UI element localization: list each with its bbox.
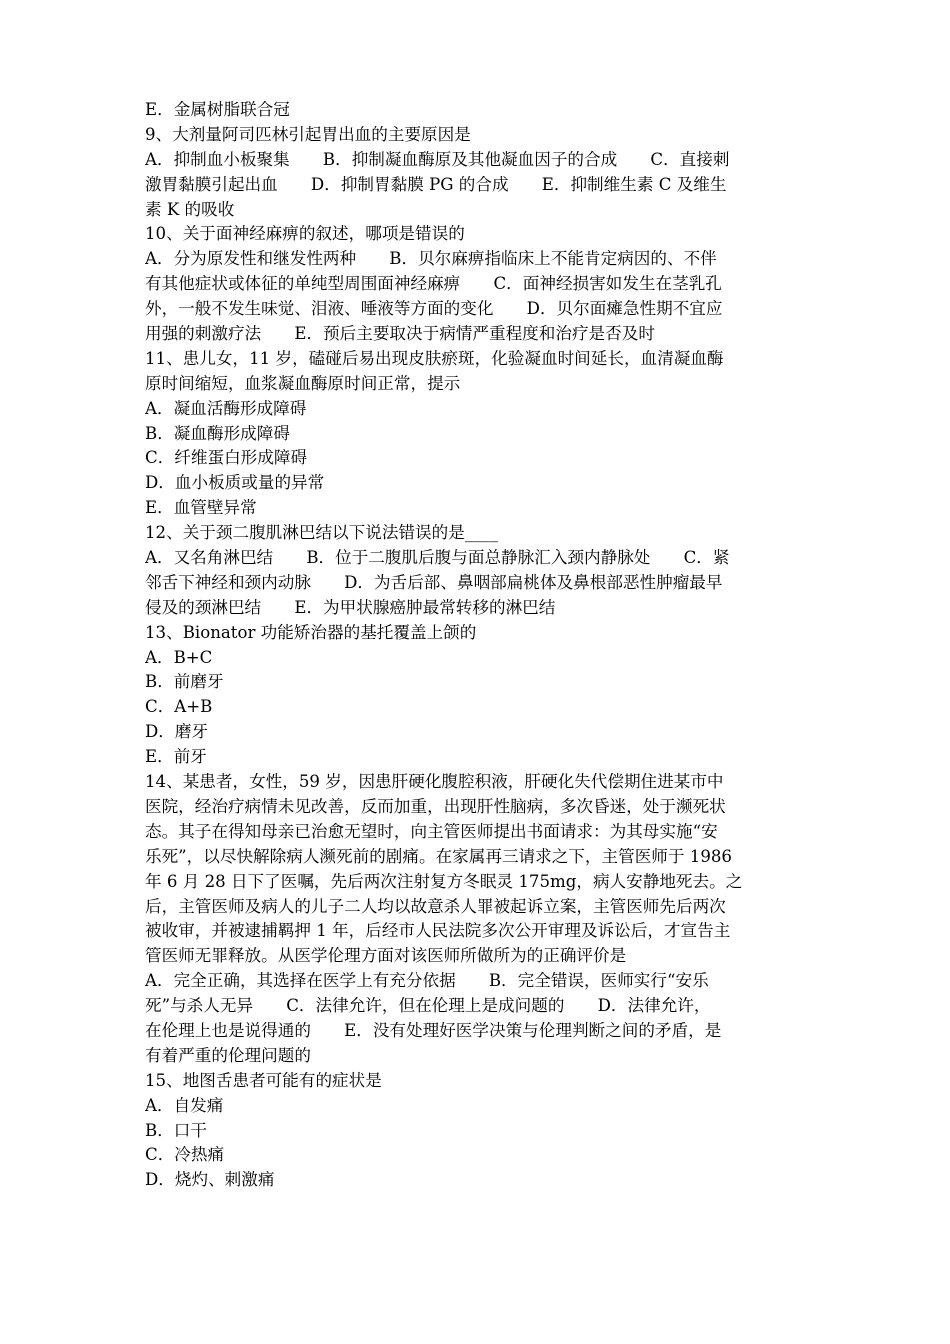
document-body [145, 98, 813, 1193]
question-15: 15、地图舌患者可能有的症状是 [145, 1070, 382, 1090]
option-line: B．凝血酶形成障碍 [145, 423, 290, 443]
question-13: 13、Bionator 功能矫治器的基托覆盖上颌的 [145, 622, 477, 642]
text-line: 邻舌下神经和颈内动脉 D．为舌后部、鼻咽部扁桃体及鼻根部恶性肿瘤最早 [145, 572, 723, 592]
text-line: 在伦理上也是说得通的 E．没有处理好医学决策与伦理判断之间的矛盾，是 [145, 1020, 722, 1040]
text-line: 有其他症状或体征的单纯型周围面神经麻痹 C．面神经损害如发生在茎乳孔 [145, 274, 722, 294]
option-line: A．凝血活酶形成障碍 [145, 398, 307, 418]
text-line: 年 6 月 28 日下了医嘱，先后两次注射复方冬眠灵 175mg，病人安静地死去。之 [145, 871, 743, 891]
text-line: 外，一般不发生味觉、泪液、唾液等方面的变化 D．贝尔面瘫急性期不宜应 [145, 299, 723, 319]
text-line: 乐死”，以尽快解除病人濒死前的剧痛。在家属再三请求之下，主管医师于 1986 [145, 846, 732, 866]
text-line: 有着严重的伦理问题的 [145, 1045, 311, 1065]
text-line: 激胃黏膜引起出血 D．抑制胃黏膜 PG 的合成 E．抑制维生素 C 及维生 [145, 174, 727, 194]
option-line: D．血小板质或量的异常 [145, 473, 325, 493]
option-line: E．血管壁异常 [145, 498, 257, 518]
text-line: E．金属树脂联合冠 [145, 100, 290, 119]
text-line: 原时间缩短，血浆凝血酶原时间正常，提示 [145, 373, 461, 393]
option-line: A．自发痛 [145, 1095, 224, 1115]
text-line: 死”与杀人无异 C．法律允许，但在伦理上是成问题的 D．法律允许， [145, 996, 711, 1016]
option-line: D．磨牙 [145, 722, 209, 742]
question-10: 10、关于面神经麻痹的叙述，哪项是错误的 [145, 224, 465, 244]
option-line: B．口干 [145, 1120, 207, 1140]
option-line: C．冷热痛 [145, 1145, 225, 1165]
text-line: A．完全正确，其选择在医学上有充分依据 B．完全错误，医师实行“安乐 [145, 971, 709, 991]
text-line: 被收审，并被逮捕羁押 1 年，后经市人民法院多次公开审理及诉讼后，才宣告主 [145, 921, 731, 941]
question-14: 14、某患者，女性，59 岁，因患肝硬化腹腔积液，肝硬化失代偿期住进某市中 [145, 772, 724, 792]
text-line: 后，主管医师及病人的儿子二人均以故意杀人罪被起诉立案，主管医师先后两次 [145, 896, 726, 916]
text-line: 医院，经治疗病情未见改善，反而加重，出现肝性脑病，多次昏迷，处于濒死状 [145, 796, 726, 816]
question-11: 11、患儿女，11 岁，磕碰后易出现皮肤瘀斑，化验凝血时间延长，血清凝血酶 [145, 348, 724, 368]
option-line: A．B+C [145, 647, 213, 667]
text-line: A．抑制血小板聚集 B．抑制凝血酶原及其他凝血因子的合成 C．直接刺 [145, 149, 730, 169]
text-line: 侵及的颈淋巴结 E．为甲状腺癌肿最常转移的淋巴结 [145, 597, 556, 617]
text-line: 态。其子在得知母亲已治愈无望时，向主管医师提出书面请求：为其母实施“安 [145, 821, 718, 841]
option-line: C．纤维蛋白形成障碍 [145, 448, 308, 468]
question-9: 9、大剂量阿司匹林引起胃出血的主要原因是 [145, 124, 471, 144]
text-line: A．又名角淋巴结 B．位于二腹肌后腹与面总静脉汇入颈内静脉处 C．紧 [145, 548, 730, 568]
text-line: 管医师无罪释放。从医学伦理方面对该医师所做所为的正确评价是 [145, 946, 627, 966]
text-line: 用强的刺激疗法 E．预后主要取决于病情严重程度和治疗是否及时 [145, 324, 655, 344]
option-line: E．前牙 [145, 747, 207, 767]
question-12: 12、关于颈二腹肌淋巴结以下说法错误的是____ [145, 523, 498, 543]
text-line: 素 K 的吸收 [145, 199, 235, 219]
option-line: D．烧灼、刺激痛 [145, 1170, 275, 1190]
option-line: B．前磨牙 [145, 672, 224, 692]
text-line: A．分为原发性和继发性两种 B．贝尔麻痹指临床上不能肯定病因的、不伴 [145, 249, 717, 269]
option-line: C．A+B [145, 697, 213, 717]
